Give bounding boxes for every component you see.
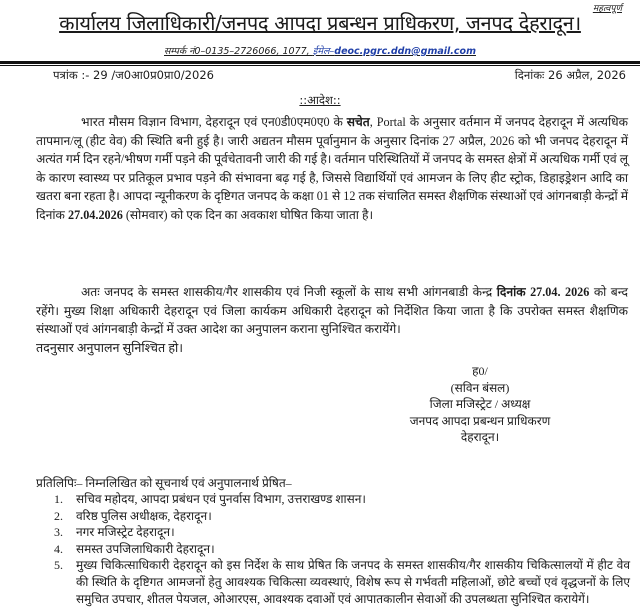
order-paragraph-2 xyxy=(36,283,628,339)
text: , Portal के अनुसार वर्तमान में जनपद देहरादून में अत्यधिक तापमान/लू (हीट वेव) की स्थिति बनी हुई है। जारी अद्यतन मौसम पूर्वानुमान के अनुसार दिनांक 27 अप्रैल, 2026 को भी जनपद देहरादून में अत्यंत गर्म दिन रहने/भीषण गर्मी पड़ने की पूर्वचेतावनी जारी की गई है। वर्तमान परिस्थितियों में जनपद के समस्त क्षेत्रों में अत्यधिक गर्मी एवं लू के कारण स्वास्थ्य पर प्रतिकूल प्रभाव पड़ने की संभावना बढ़ गई है, जिससे विद्यार्थियों एवं आमजन के लिए हीट स्ट्रोक, डिहाइड्रेशन आदि का खतरा बना रहता है। आपदा न्यूनीकरण के दृष्टिगत जनपद के कक्षा 01 से 12 तक संचालित समस्त शैक्षणिक संस्थाओं एवं आंगनबाड़ी केन्द्रों में दिनांक xyxy=(36,115,628,222)
email-link[interactable]: deoc.pgrc.ddn@gmail.com xyxy=(334,46,476,57)
text: (सोमवार) को एक दिन का अवकाश घोषित किया जाता है। xyxy=(122,207,374,222)
letter-date: दिनांकः 26 अप्रैल, 2026 xyxy=(514,68,626,82)
contact-line xyxy=(0,44,640,57)
contact-phone: सम्पर्क नं0–0135–2726066, 1077, xyxy=(164,46,313,57)
text: को बन्द रहेंगे। मुख्य शिक्षा अधिकारी देहरादून एवं जिला कार्यकम अधिकारी देहरादून को निर्देशित किया जाता है कि उपरोक्त समस्त शैक्षणिक संस्थाओं एवं आंगनबाड़ी केन्द्रों में उक्त आदेश का अनुपालन कराना सुनिश्चित करायेंगे। xyxy=(36,285,628,337)
office-title: कार्यालय जिलाधिकारी/जनपद आपदा प्रबन्धन प्राधिकरण, जनपद देहरादून। xyxy=(59,11,581,35)
signatory-place: देहरादून। xyxy=(460,430,500,445)
item-number: 2. xyxy=(54,508,63,523)
text: अतः जनपद के समस्त शासकीय/गैर शासकीय एवं निजी स्कूलों के साथ सभी आंगनबाडी केन्द्र xyxy=(81,285,497,299)
order-paragraph-1 xyxy=(36,113,628,225)
compliance-line: तदनुसार अनुपालन सुनिश्चित हो। xyxy=(36,341,184,355)
list-item xyxy=(54,491,630,508)
bold-date: दिनांक 27.04. 2026 xyxy=(496,285,590,299)
item-number: 1. xyxy=(54,492,63,506)
copy-to-list xyxy=(54,491,630,607)
email-label: ईमेल– xyxy=(312,46,335,57)
list-item xyxy=(54,508,630,525)
bold-date: 27.04.2026 xyxy=(67,207,123,222)
item-text: मुख्य चिकित्साधिकारी देहरादून को इस निर्देश के साथ प्रेषित कि जनपद के समस्त शासकीय/गैर शासकीय चिकित्सालयों में हीट वेव की स्थिति के दृष्टिगत आमजनों हेतु आवश्यक चिकित्सा व्यवस्थाएं, विशेष रूप से गर्भवती महिलाओं, छोटे बच्चों एवं वृद्धजनों के लिए समुचित उपचार, शीतल पेयजल, ओआरएस, आवश्यक दवाओं एवं आपातकालीन सेवाओं की उपलब्धता सुनिश्चित करायेगें। xyxy=(76,558,630,606)
item-number: 5. xyxy=(54,558,63,573)
header-divider-thin xyxy=(0,65,640,66)
item-text: वरिष्ठ पुलिस अधीक्षक, देहरादून। xyxy=(76,508,212,523)
signature-block xyxy=(380,363,580,446)
letter-number: पत्रांक :- 29 /ज0आ0प्र0प्रा0/2026 xyxy=(53,68,214,82)
signed-mark: ह0/ xyxy=(472,364,488,378)
text: भारत मौसम विज्ञान विभाग, देहरादून एवं एन0डी0एम0ए0 के xyxy=(81,115,347,129)
signatory-designation: जिला मजिस्ट्रेट / अध्यक्ष xyxy=(429,397,531,412)
signatory-name: (सविन बंसल) xyxy=(450,380,510,395)
signatory-authority: जनपद आपदा प्रबन्धन प्राधिकरण xyxy=(409,413,551,428)
bold-text: सचेत xyxy=(346,115,370,129)
header-divider xyxy=(0,61,640,64)
list-item xyxy=(54,557,630,607)
important-label: महत्वपूर्ण xyxy=(592,4,622,14)
list-item xyxy=(54,524,630,541)
list-item xyxy=(54,541,630,558)
item-text: समस्त उपजिलाधिकारी देहरादून। xyxy=(76,541,215,556)
item-number: 4. xyxy=(54,541,63,556)
item-text: नगर मजिस्ट्रेट देहरादून। xyxy=(76,525,175,540)
item-number: 3. xyxy=(54,525,63,540)
copy-to-heading: प्रतिलिपिः– निम्नलिखित को सूचनार्थ एवं अनुपालनार्थ प्रेषित– xyxy=(36,476,292,490)
item-text: सचिव महोदय, आपदा प्रबंधन एवं पुनर्वास विभाग, उत्तराखण्ड शासन। xyxy=(76,492,366,506)
order-title: ::आदेश:: xyxy=(299,93,341,107)
